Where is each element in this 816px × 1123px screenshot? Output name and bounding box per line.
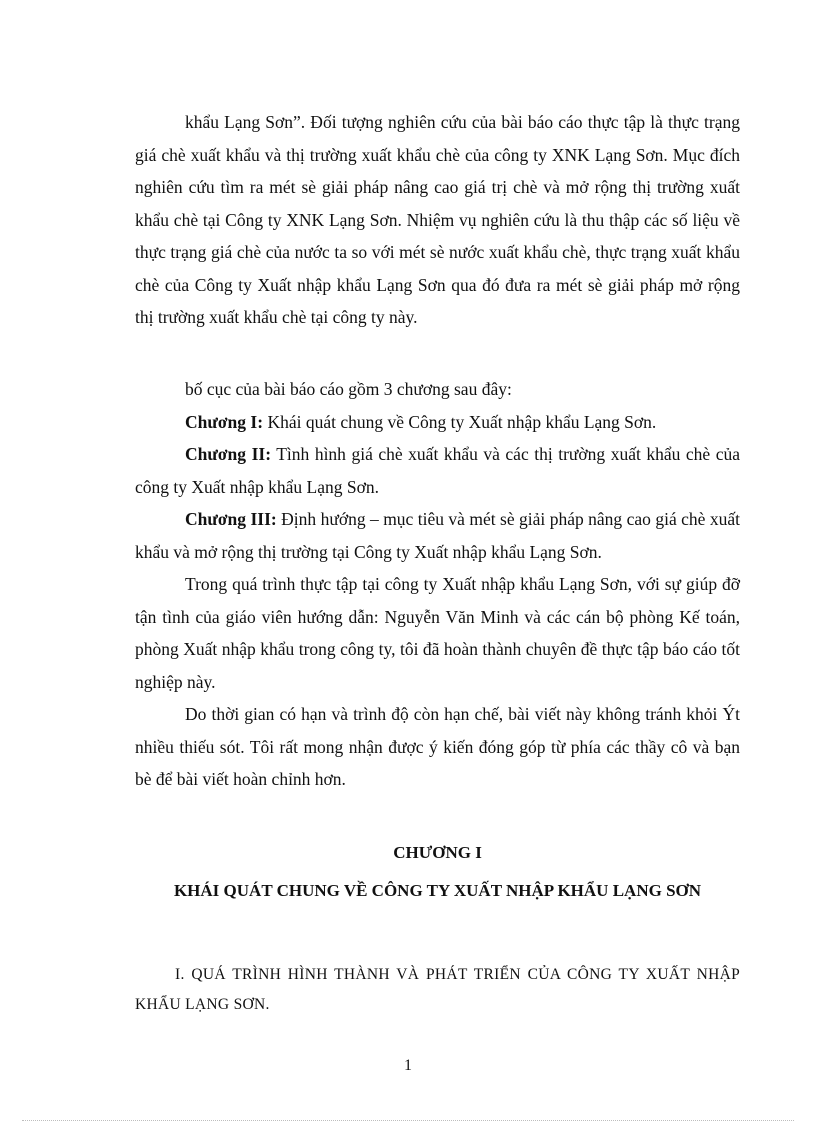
limitation-paragraph: Do thời gian có hạn và trình độ còn hạn chế, bài viết này không tránh khỏi Ýt nhiều thiếu sót. Tôi rất mong nhận được ý kiến đóng góp từ phía các thầy cô và bạn bè để bài viết hoàn chỉnh hơn.: [135, 704, 740, 789]
chapter-heading: CHƯƠNG I: [393, 843, 482, 862]
section-heading: I. QUÁ TRÌNH HÌNH THÀNH VÀ PHÁT TRIỂN CỦA CÔNG TY XUẤT NHẬP KHẨU LẠNG SƠN.: [135, 966, 740, 1013]
page-bottom-divider: [22, 1120, 794, 1121]
body-section: [135, 373, 740, 796]
chapter-text: Định hướng – mục tiêu và mét sè giải pháp nâng cao giá chè xuất khẩu và mở rộng thị trường tại Công ty Xuất nhập khẩu Lạng Sơn.: [135, 509, 740, 562]
chapter-label: Chương II:: [185, 444, 272, 464]
chapter-item-2: [135, 438, 740, 503]
chapter-label: Chương III:: [185, 509, 277, 529]
structure-intro: bố cục của bài báo cáo gồm 3 chương sau đây:: [185, 379, 512, 399]
chapter-item-1: [135, 406, 740, 439]
acknowledgement-paragraph: Trong quá trình thực tập tại công ty Xuất nhập khẩu Lạng Sơn, với sự giúp đỡ tận tình của giáo viên hướng dẫn: Nguyễn Văn Minh và các cán bộ phòng Kế toán, phòng Xuất nhập khẩu trong công ty, tôi đã hoàn thành chuyên đề thực tập báo cáo tốt nghiệp này.: [135, 574, 740, 692]
chapter-text: Khái quát chung về Công ty Xuất nhập khẩu Lạng Sơn.: [263, 411, 657, 432]
chapter-title: KHÁI QUÁT CHUNG VỀ CÔNG TY XUẤT NHẬP KHẨU LẠNG SƠN: [173, 881, 702, 900]
page-number: 1: [404, 1057, 412, 1074]
intro-paragraph: khẩu Lạng Sơn”. Đối tượng nghiên cứu của bài báo cáo thực tập là thực trạng giá chè xuất khẩu và thị trường xuất khẩu chè của công ty XNK Lạng Sơn. Mục đích nghiên cứu tìm ra mét sè giải pháp nâng cao giá trị chè và mở rộng thị trường xuất khẩu chè tại Công ty XNK Lạng Sơn. Nhiệm vụ nghiên cứu là thu thập các số liệu về thực trạng giá chè của nước ta so với mét sè nước xuất khẩu chè, thực trạng xuất khẩu chè của Công ty Xuất nhập khẩu Lạng Sơn qua đó đưa ra mét sè giải pháp mở rộng thị trường xuất khẩu chè tại công ty này.: [135, 112, 740, 327]
chapter-text: Tình hình giá chè xuất khẩu và các thị trường xuất khẩu chè của công ty Xuất nhập khẩu Lạng Sơn.: [135, 444, 740, 497]
chapter-item-3: [135, 503, 740, 568]
chapter-label: Chương I:: [185, 411, 264, 432]
